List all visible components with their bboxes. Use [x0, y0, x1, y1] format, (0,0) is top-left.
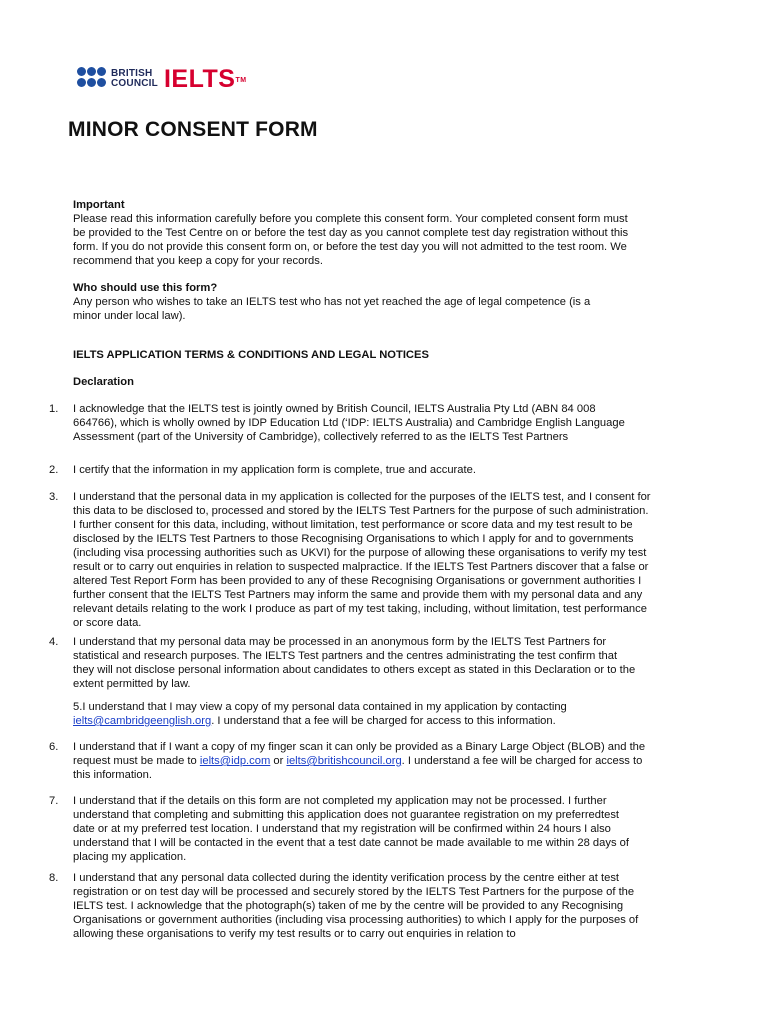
declaration-item-8: I understand that any personal data collected during the identity verification process by the centre either at test registration or on test day will be processed and securely stored by the IELTS Test Partners for the purpose of the IELTS test. I acknowledge that the photograph(s) taken of me by the centre will be provided to any Recognising Organisations or government authorities (including visa processing authorities) to which I apply for the purposes of allowing these organisations to verify my test results or to carry out enquiries in relation to [73, 872, 639, 940]
british-council-logo-text: BRITISH COUNCIL [111, 68, 158, 89]
ielts-logo: IELTS™ [163, 65, 247, 93]
header-logos [77, 66, 247, 92]
item-number: 6. [49, 741, 59, 753]
item-number: 3. [49, 491, 59, 503]
item-number: 8. [49, 872, 59, 884]
cambridge-email-link[interactable]: ielts@cambridgeenglish.org [73, 715, 212, 727]
declaration-item-1: I acknowledge that the IELTS test is jointly owned by British Council, IELTS Australia Pty Ltd (ABN 84 008 664766), which is wholly owned by IDP Education Ltd (‘IDP: IELTS Australia) and Cambridge English Language Assessment (part of the University of Cambridge), collectively referred to as the IELTS Test Partners [73, 403, 625, 443]
declaration-item-6: I understand that if I want a copy of my finger scan it can only be provided as a Binary Large Object (BLOB) and the request must be made to ielts@idp.com or ielts@britishcouncil.org. I understand a fee will be charged for access to this information. [73, 741, 646, 781]
declaration-heading: Declaration [73, 376, 134, 388]
important-body: Please read this information carefully before you complete this consent form. Your completed consent form must be provided to the Test Centre on or before the test day as you cannot complete test day registration without this form. If you do not provide this consent form on, or before the test day you will not admitted to the test room. We recommend that you keep a copy for your records. [73, 213, 629, 267]
who-heading: Who should use this form? [73, 282, 218, 294]
declaration-item-3: I understand that the personal data in my application is collected for the purposes of the IELTS test, and I consent for this data to be disclosed to, processed and stored by the IELTS Test Partners for the purpose of such administration. I further consent for this data, including, without limitation, test performance or score data and my test result to be disclosed by the IELTS Test Partners to those Recognising Organisations to which I apply for and to governments (including visa processing authorities such as UKVI) for the purpose of allowing these organisations to verify my test result or to carry out enquiries in relation to suspected malpractice. If the IELTS Test Partners discover that a false or altered Test Report Form has been provided to any of these Recognising Organisations or government authorities I further consent that the IELTS Test Partners may inform the same and provide them with my personal data and any relevant details relating to the work I produce as part of my test taking, including, without limitation, test performance or score data. [73, 491, 651, 629]
who-body: Any person who wishes to take an IELTS test who has not yet reached the age of legal competence (is a minor under local law). [73, 296, 591, 322]
item-number: 1. [49, 403, 59, 415]
declaration-item-7: I understand that if the details on this form are not completed my application may not be processed. I further understand that completing and submitting this application does not guarantee registration on my preferredtest date or at my preferred test location. I understand that my registration will be confirmed within 24 hours I also understand that I will be contacted in the event that a test date cannot be made available to me within 28 days of placing my application. [73, 795, 629, 863]
item-number: 2. [49, 464, 59, 476]
terms-heading: IELTS APPLICATION TERMS & CONDITIONS AND LEGAL NOTICES [73, 349, 429, 361]
british-council-dots-icon [77, 67, 107, 91]
idp-email-link[interactable]: ielts@idp.com [199, 755, 271, 767]
declaration-item-2: I certify that the information in my application form is complete, true and accurate. [73, 464, 476, 476]
item-number: 4. [49, 636, 59, 648]
declaration-item-4: I understand that my personal data may be processed in an anonymous form by the IELTS Test Partners for statistical and research purposes. The IELTS Test partners and the centres administrating the test confirm that they will not disclose personal information about candidates to others except as stated in this Declaration or to the extent permitted by law. [73, 636, 636, 690]
item-number: 7. [49, 795, 59, 807]
page-title: MINOR CONSENT FORM [68, 118, 318, 141]
britishcouncil-email-link[interactable]: ielts@britishcouncil.org [286, 755, 402, 767]
declaration-item-5: 5.I understand that I may view a copy of my personal data contained in my application by contacting ielts@cambridgeenglish.org. I understand that a fee will be charged for access to this information. [73, 701, 567, 727]
important-heading: Important [73, 199, 125, 211]
